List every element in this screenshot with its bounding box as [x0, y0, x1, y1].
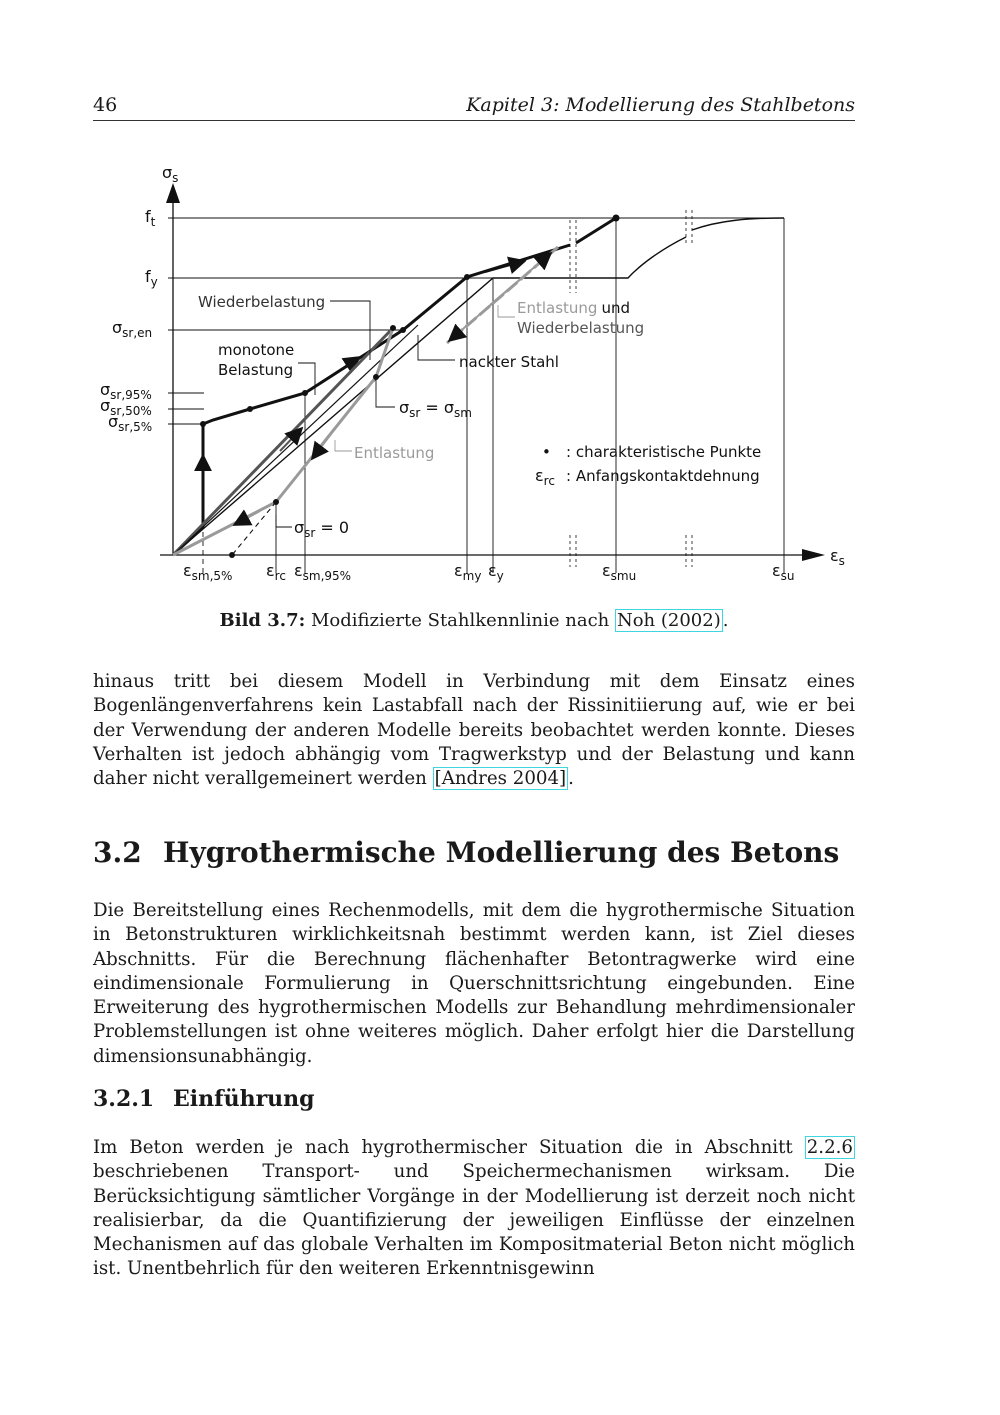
subsection-number: 3.2.1 — [93, 1086, 155, 1112]
paragraph-2: Die Bereitstellung eines Rechenmodells, mit dem die hygrothermische Situation in Betonstrukturen wirklichkeitsnah bestimmt werden kann, ist Ziel dieses Abschnitts. Für die Berechnung flächenhafter Betontragwerke wird eine eindimensionale Formulierung in Querschnittsrichtung eingebunden. Eine Erweiterung des hygrothermischen Modells zur Behandlung mehrdimensionaler Problemstellungen ist ohne weiteres möglich. Daher erfolgt hier die Darstellung dimensionsunabhängig. — [93, 900, 855, 1067]
citation-andres-link[interactable]: [Andres 2004] — [434, 768, 567, 790]
x-tick-sm5: $\varepsilon_{sm,5\%}$ — [183, 561, 233, 583]
stress-strain-diagram — [90, 155, 860, 595]
y-tick-sr-en: $\sigma_{sr,en}$ — [112, 318, 153, 340]
caption-end: . — [722, 610, 729, 631]
x-axis-label: $\varepsilon_s$ — [830, 546, 845, 568]
section-number: 3.2 — [93, 836, 142, 869]
label-sr-zero: $\sigma_{sr} = 0$ — [294, 518, 350, 540]
leader-entlastung-lower — [335, 440, 352, 451]
unloading-arrow-lower — [234, 511, 260, 525]
label-monotone-1: monotone — [218, 341, 295, 359]
paragraph-1-end: . — [568, 768, 574, 790]
paragraph-3 — [93, 1136, 855, 1282]
legend-points-text: : charakteristische Punkte — [566, 443, 762, 461]
naked-steel-curve — [173, 218, 784, 555]
running-head — [93, 94, 855, 121]
characteristic-points — [200, 215, 620, 559]
legend-eps-symbol: $\varepsilon_{rc}$ — [535, 466, 555, 488]
y-tick-sr95: $\sigma_{sr,95\%}$ — [100, 380, 152, 402]
label-wiederbelastung-2: Wiederbelastung — [517, 319, 645, 337]
y-tick-fy: $f_y$ — [145, 267, 158, 289]
label-sr-eq-sm: $\sigma_{sr} = \sigma_{sm}$ — [399, 398, 472, 420]
x-tick-su: $\varepsilon_{su}$ — [772, 561, 795, 583]
x-tick-sm95: $\varepsilon_{sm,95\%}$ — [294, 561, 352, 583]
axis-breaks — [570, 210, 692, 567]
section-ref-link[interactable]: 2.2.6 — [806, 1137, 853, 1158]
loading-arrow-upper — [485, 261, 525, 272]
steel-stress-strain-figure — [90, 155, 860, 595]
label-monotone-2: Belastung — [218, 361, 294, 379]
x-axis-arrow — [802, 549, 825, 561]
unloading-arrow-upper — [312, 409, 350, 459]
x-tick-my: $\varepsilon_{my}$ — [454, 561, 482, 583]
legend-dot: • — [542, 443, 551, 461]
paragraph-3-text-b: beschriebenen Transport- und Speichermechanismen wirksam. Die Berücksichtigung sämtlicher Vorgänge in der Modellierung ist derzeit noch nicht realisierbar, da die Quantifizierung der jeweiligen Einflüsse der einzelnen Mechanismen auf das globale Verhalten im Kompositmaterial Beton nicht möglich ist. Unentbehrlich für den weiteren Erkenntnisgewinn — [93, 1161, 855, 1280]
caption-citation-link[interactable]: Noh (2002) — [616, 610, 721, 631]
y-tick-sr5: $\sigma_{sr,5\%}$ — [108, 412, 153, 434]
leader-entlastung-upper — [498, 305, 515, 317]
subsection-heading — [93, 1086, 315, 1112]
leader-sr-sm — [376, 377, 395, 407]
figure-caption — [93, 610, 855, 631]
x-tick-rc: $\varepsilon_{rc}$ — [266, 561, 286, 583]
subsection-title: Einführung — [173, 1086, 315, 1112]
caption-text: Modifizierte Stahlkennlinie nach — [305, 610, 615, 631]
leader-wiederbelastung — [330, 301, 370, 360]
chapter-title: Kapitel 3: Modellierung des Stahlbetons — [466, 94, 855, 116]
page-number: 46 — [93, 94, 118, 116]
label-entlastung-und: Entlastung und — [517, 299, 631, 317]
caption-label: Bild 3.7: — [219, 610, 306, 631]
leader-monotone — [298, 363, 315, 395]
sr-zero-line — [232, 502, 276, 555]
legend-eps-text: : Anfangskontaktdehnung — [566, 467, 760, 485]
label-wiederbelastung: Wiederbelastung — [198, 293, 326, 311]
paragraph-3-text-a: Im Beton werden je nach hygrothermischer Situation die in Abschnitt — [93, 1137, 805, 1158]
y-tick-ft: $f_t$ — [145, 207, 156, 229]
x-tick-y: $\varepsilon_y$ — [488, 561, 504, 583]
section-title: Hygrothermische Modellierung des Betons — [163, 836, 840, 869]
leader-sr-zero — [276, 515, 292, 527]
section-heading — [93, 836, 839, 869]
label-entlastung-lower: Entlastung — [354, 444, 435, 462]
y-axis-label: $\sigma_s$ — [162, 163, 179, 185]
paragraph-1-text: hinaus tritt bei diesem Modell in Verbindung mit dem Einsatz eines Bogenlängenverfahrens kein Lastabfall nach der Rissinitiierung auf, wie er bei der Verwendung der anderen Modelle bereits beobachtet werden konnte. Dieses Verhalten ist jedoch abhängig vom Tragwerkstyp und der Belastung und kann daher nicht verallgemeinert werden — [93, 671, 855, 790]
y-axis-arrow — [166, 183, 180, 203]
label-nackter-stahl: nackter Stahl — [459, 353, 559, 371]
x-tick-smu: $\varepsilon_{smu}$ — [602, 561, 637, 583]
y-tick-sr50: $\sigma_{sr,50\%}$ — [100, 396, 152, 418]
paragraph-1 — [93, 670, 855, 791]
monotone-loading-curve — [173, 218, 616, 555]
